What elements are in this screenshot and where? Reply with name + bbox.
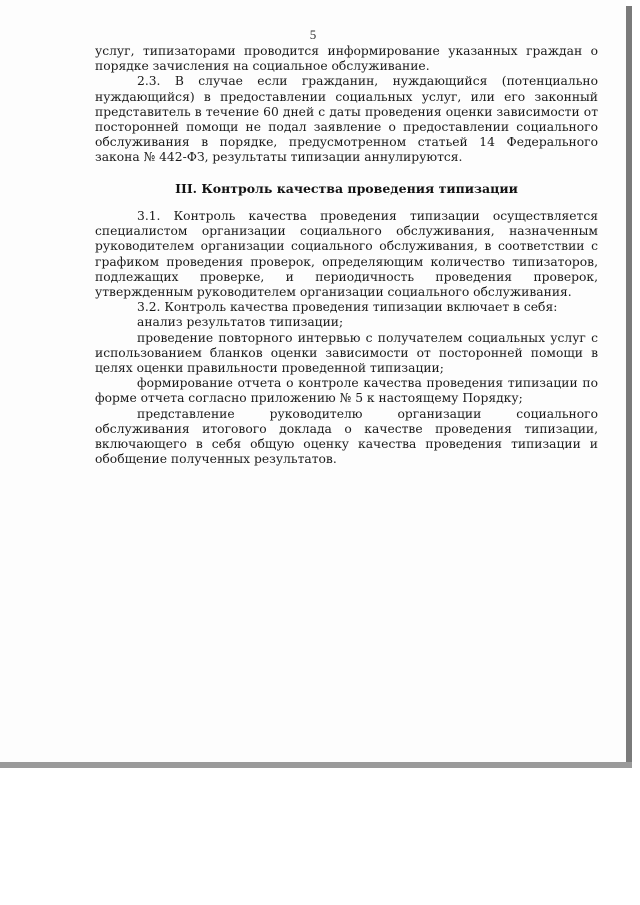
scan-edge-divider — [0, 762, 632, 768]
page-number: 5 — [309, 27, 317, 42]
paragraph-continuation: услуг, типизаторами проводится информирование указанных граждан о порядке зачисления на социальное обслуживание. — [95, 44, 598, 74]
list-item: анализ результатов типизации; — [137, 315, 344, 330]
list-item: проведение повторного интервью с получателем социальных услуг с использованием бланков оценки зависимости от посторонней помощи в целях оценки правильности проведенной типизации; — [95, 330, 598, 376]
list-item: представление руководителю организации социального обслуживания итогового доклада о качестве проведения типизации, включающего в себя общую оценку качества проведения типизации и обобщение полученных результатов. — [95, 406, 598, 467]
paragraph-3-1: 3.1. Контроль качества проведения типизации осуществляется специалистом организации социального обслуживания, назначенным руководителем организации социального обслуживания, в соответствии с графиком проведения проверок, определяющим количество типизаторов, подлежащих проверке, и периодичность проведения проверок, утвержденным руководителем организации социального обслуживания. — [95, 209, 598, 300]
text-block-top — [95, 44, 598, 166]
paragraph-2-3: 2.3. В случае если гражданин, нуждающийся (потенциально нуждающийся) в предоставлении социальных услуг, или его законный представитель в течение 60 дней с даты проведения оценки зависимости от посторонней помощи не подал заявление о предоставлении социального обслуживания в порядке, предусмотренном статьей 14 Федерального закона № 442-ФЗ, результаты типизации аннулируются. — [95, 74, 598, 165]
paragraph-3-2: 3.2. Контроль качества проведения типизации включает в себя: — [137, 300, 558, 315]
text-block-bottom — [95, 209, 598, 467]
section-heading: III. Контроль качества проведения типизации — [175, 181, 518, 196]
list-item: формирование отчета о контроле качества проведения типизации по форме отчета согласно приложению № 5 к настоящему Порядку; — [95, 376, 598, 406]
